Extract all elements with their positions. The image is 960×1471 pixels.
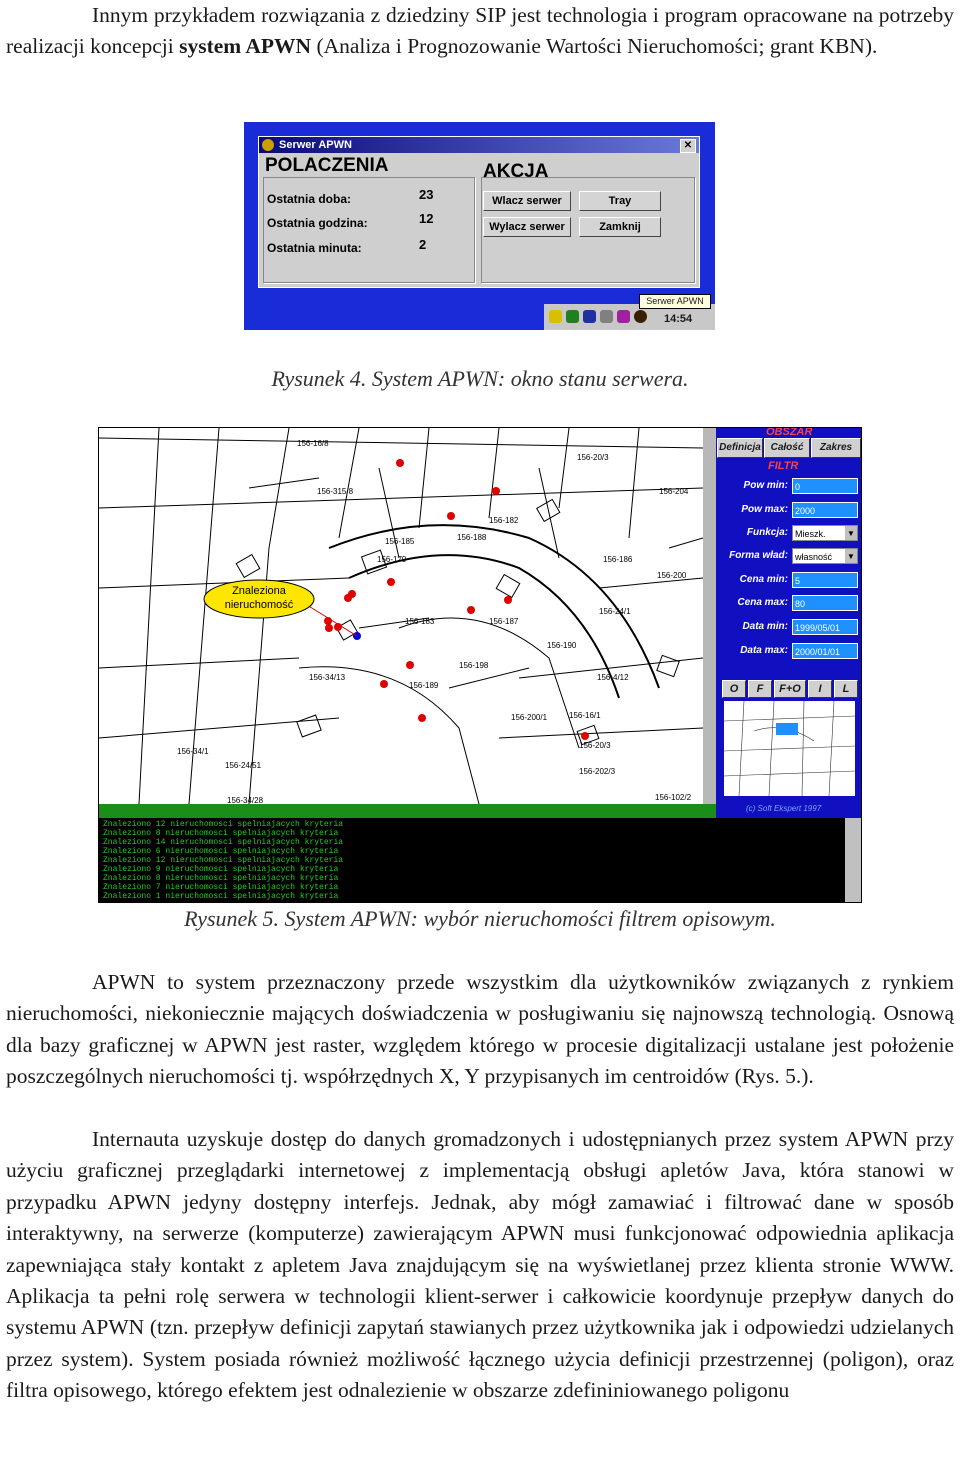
stop-server-button[interactable]: Wylacz serwer — [483, 217, 571, 237]
app-icon — [262, 139, 274, 151]
info-button[interactable]: I — [808, 680, 832, 698]
parcel-label: 156-102/2 — [655, 793, 692, 802]
console-line: Znaleziono 6 nieruchomosci spelniajacych kryteria — [103, 847, 339, 856]
console-line: Znaleziono 14 nieruchomosci spelniajacych kryteria — [103, 838, 344, 847]
tray-sun-icon[interactable] — [549, 310, 562, 323]
date-min-label: Data min: — [742, 621, 788, 632]
parcel-label: 156-188 — [457, 533, 487, 542]
found-label-line2: nieruchomość — [224, 599, 294, 611]
close-icon[interactable]: ✕ — [680, 139, 696, 153]
area-max-field[interactable]: 2000 — [792, 502, 858, 518]
parcel-label: 156-24/1 — [599, 607, 631, 616]
function-select[interactable] — [792, 525, 858, 541]
close-window-button[interactable]: Zamknij — [579, 217, 661, 237]
last-hour-label: Ostatnia godzina: — [267, 216, 368, 230]
area-max-label: Pow max: — [741, 504, 788, 515]
tray-monitor-icon[interactable] — [617, 310, 630, 323]
date-min-field[interactable]: 1999/05/01 — [792, 619, 858, 635]
parcel-label: 156-16/8 — [297, 439, 329, 448]
console-line: Znaleziono 8 nieruchomosci spelniajacych kryteria — [103, 829, 339, 838]
tray-button[interactable]: Tray — [579, 191, 661, 211]
parcel-label: 156-185 — [385, 537, 415, 546]
intro-text: Innym przykładem rozwiązania z dziedziny SIP jest technologia i program opracowane na potrzeby realizacji koncepcji — [6, 3, 954, 59]
date-max-label: Data max: — [740, 645, 788, 656]
console-line: Znaleziono 12 nieruchomosci spelniajacych kryteria — [103, 820, 344, 829]
window-title: Serwer APWN — [279, 139, 352, 151]
price-min-label: Cena min: — [739, 574, 788, 585]
parcel-label: 156-183 — [405, 617, 435, 626]
map-filter-screenshot — [98, 427, 862, 903]
console-scrollbar[interactable] — [845, 818, 861, 902]
map-horizontal-scrollbar[interactable] — [99, 804, 716, 818]
filter-header: FILTR — [768, 460, 799, 472]
parcel-label: 156-34/28 — [227, 796, 264, 804]
function-value: Mieszk. — [795, 529, 826, 539]
connections-heading: POLACZENIA — [265, 155, 389, 176]
area-header: OBSZAR — [766, 427, 813, 438]
price-max-field[interactable]: 80 — [792, 595, 858, 611]
chevron-down-icon[interactable]: ▼ — [845, 526, 857, 540]
parcel-label: 156-187 — [489, 617, 519, 626]
last-day-label: Ostatnia doba: — [267, 192, 352, 206]
console-line: Znaleziono 12 nieruchomosci spelniajacych kryteria — [103, 856, 344, 865]
ownership-value: własność — [795, 552, 833, 562]
parcel-label: 156-179 — [377, 555, 407, 564]
figure4-caption: Rysunek 4. System APWN: okno stanu serwera. — [271, 366, 689, 391]
tray-tooltip: Serwer APWN — [639, 294, 711, 309]
parcel-label: 156-16/1 — [569, 711, 601, 720]
parcel-label: 156-200 — [657, 571, 687, 580]
parcel-label: 156-204 — [659, 487, 689, 496]
tray-network-icon[interactable] — [583, 310, 596, 323]
parcel-label: 156-34/13 — [309, 673, 346, 682]
last-minute-label: Ostatnia minuta: — [267, 241, 362, 255]
console-line: Znaleziono 7 nieruchomosci spelniajacych kryteria — [103, 883, 339, 892]
copyright-text: (c) Soft Ekspert 1997 — [746, 804, 822, 813]
last-hour-value: 12 — [419, 211, 434, 226]
date-max-field[interactable]: 2000/01/01 — [792, 643, 858, 659]
window-titlebar — [259, 137, 699, 153]
console-line: Znaleziono 8 nieruchomosci spelniajacych kryteria — [103, 874, 339, 883]
parcel-label: 156-202/3 — [579, 767, 616, 776]
parcel-label: 156-198 — [459, 661, 489, 670]
taskbar-clock: 14:54 — [664, 313, 693, 325]
tray-server-icon[interactable] — [634, 310, 647, 323]
body-paragraph: APWN to system przeznaczony przede wszystkim dla użytkowników związanych z rynkiem nieruchomości, niekoniecznie mających doświadczenia w posługiwaniu się najnowszą technologią. Osnową dla bazy graficznej w APWN jest raster, względem którego w procesie digitalizacji ustalane jest położenie poszczególnych nieruchomości tj. współrzędnych X, Y przypisanych im centroidów (Rys. 5.). — [6, 970, 954, 1089]
parcel-label: 156-186 — [603, 555, 633, 564]
function-label: Funkcja: — [746, 527, 788, 538]
parcel-label: 156-20/3 — [577, 453, 609, 462]
overview-minimap[interactable] — [724, 701, 855, 796]
define-area-button[interactable]: Definicja — [717, 438, 763, 458]
console-line: Znaleziono 9 nieruchomosci spelniajacych kryteria — [103, 865, 339, 874]
tray-printer-icon[interactable] — [600, 310, 613, 323]
chevron-down-icon[interactable]: ▼ — [845, 549, 857, 563]
range-area-button[interactable]: Zakres — [811, 438, 861, 458]
filter-panel — [716, 428, 861, 818]
parcel-label: 156-20/3 — [579, 741, 611, 750]
parcel-label: 156-315/8 — [317, 487, 354, 496]
full-area-button[interactable]: Całość — [764, 438, 810, 458]
intro-bold-term: system APWN — [179, 34, 312, 59]
parcel-label: 156-190 — [547, 641, 577, 650]
parcel-label: 156-24/51 — [225, 761, 262, 770]
message-console — [99, 818, 845, 902]
figure5-caption: Rysunek 5. System APWN: wybór nieruchomości filtrem opisowym. — [184, 906, 776, 931]
area-min-label: Pow min: — [743, 480, 788, 491]
list-button[interactable]: L — [834, 680, 858, 698]
map-vertical-scrollbar[interactable] — [703, 428, 716, 804]
intro-text-end: (Analiza i Prognozowanie Wartości Nieruchomości; grant KBN). — [311, 34, 878, 59]
ownership-select[interactable] — [792, 548, 858, 564]
filter-button[interactable]: F — [748, 680, 772, 698]
intro-paragraph — [6, 0, 954, 63]
body-paragraph: Internauta uzyskuje dostęp do danych gromadzonych i udostępnianych przez system APWN przy użyciu graficznej przeglądarki internetowej z implementacją obsługi apletów Java, która stanowi w przypadku APWN jedyny dostępny interfejs. Jednak, aby mógł zamawiać i filtrować dane w sposób interaktywny, na serwerze (komputerze) zawierającym APWN musi funkcjonować odpowiednia aplikacja zapewniająca stały kontakt z apletem Java znajdującym się na wyświetlanej przez klienta stronie WWW. Aplikacja ta pełni rolę serwera w technologii klient-serwer i całkowicie koordynuje przepływ danych do systemu APWN (tzn. przepływ definicji zapytań stawianych przez użytkownika jak i odpowiedzi udzielanych przez system). System posiada również możliwość łącznego użycia definicji przestrzennej (poligon), oraz filtra opisowego, którego efektem jest odnalezienie w obszarze zdefininiowanego poligonu — [6, 1127, 954, 1403]
price-min-field[interactable]: 5 — [792, 572, 858, 588]
filter-area-button[interactable]: F+O — [774, 680, 806, 698]
ownership-label: Forma wład: — [729, 550, 788, 561]
parcel-label: 156-189 — [409, 681, 439, 690]
parcel-label: 156-4/12 — [597, 673, 629, 682]
cadastral-map[interactable] — [99, 428, 703, 804]
area-min-field[interactable]: 0 — [792, 478, 858, 494]
or-button[interactable]: O — [722, 680, 746, 698]
last-day-value: 23 — [419, 187, 434, 202]
start-server-button[interactable]: Wlacz serwer — [483, 191, 571, 211]
found-label-line1: Znaleziona — [232, 585, 286, 597]
console-line: Znaleziono 1 nieruchomosci spelniajacych kryteria — [103, 892, 339, 901]
parcel-label: 156-200/1 — [511, 713, 548, 722]
last-minute-value: 2 — [419, 237, 427, 252]
server-status-screenshot — [244, 122, 715, 330]
parcel-label: 156-34/1 — [177, 747, 209, 756]
server-window — [258, 136, 700, 288]
action-heading: AKCJA — [483, 161, 549, 182]
parcel-label: 156-182 — [489, 516, 519, 525]
price-max-label: Cena max: — [737, 597, 788, 608]
tray-speaker-icon[interactable] — [566, 310, 579, 323]
